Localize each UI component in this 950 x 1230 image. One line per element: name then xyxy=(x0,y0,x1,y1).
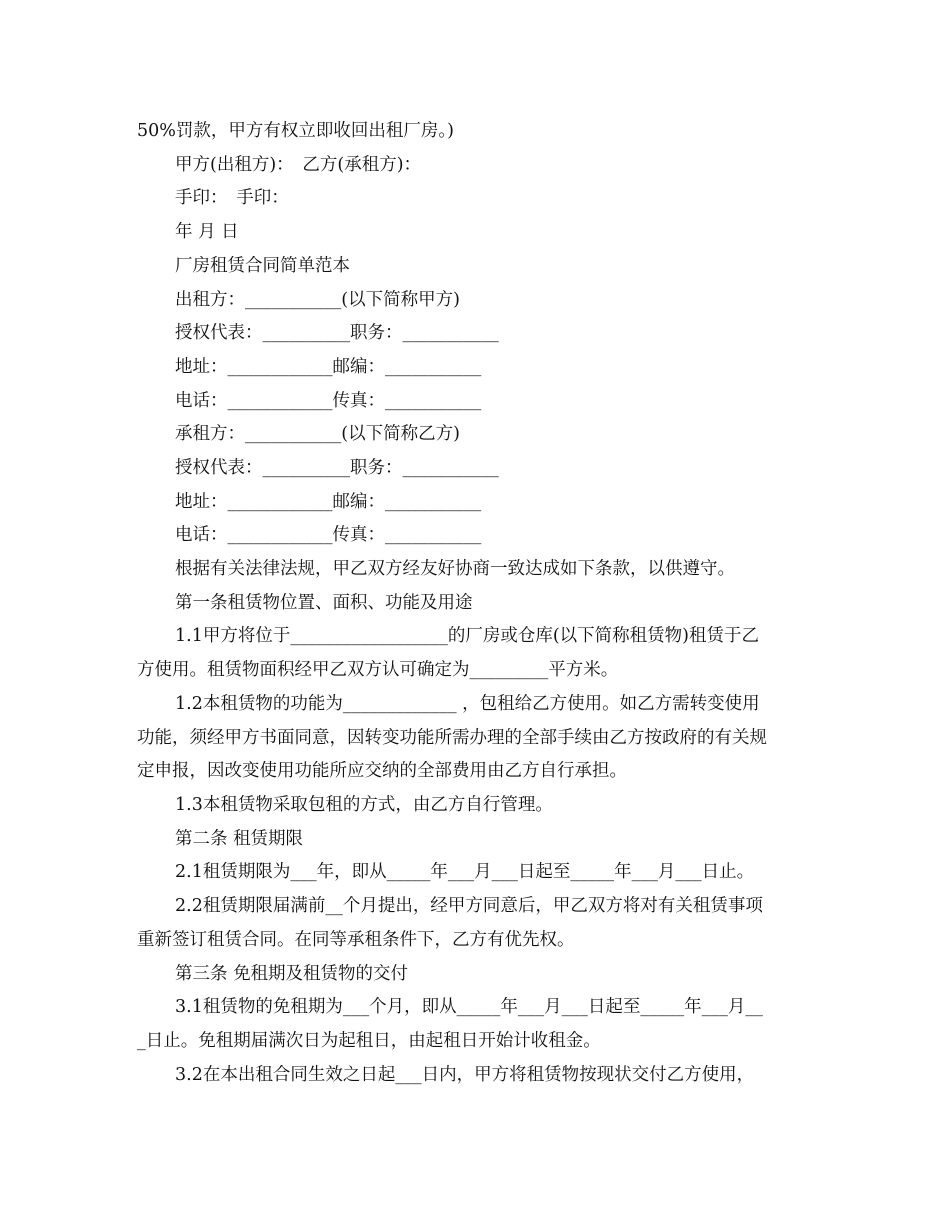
text-line: 3.1租赁物的免租期为___个月，即从_____年___月___日起至_____年___月__ xyxy=(175,997,763,1017)
text-line: 授权代表：__________职务：___________ xyxy=(175,458,499,478)
text-line: 方使用。租赁物面积经甲乙双方认可确定为_________平方米。 xyxy=(137,660,619,680)
text-line: 重新签订租赁合同。在同等承租条件下，乙方有优先权。 xyxy=(137,930,575,950)
section-heading: 第二条 租赁期限 xyxy=(175,829,304,849)
text-line: _日止。免租期届满次日为起租日，由起租日开始计收租金。 xyxy=(137,1031,601,1051)
text-line: 承租方：___________(以下简称乙方) xyxy=(175,424,460,444)
section-heading: 第三条 免租期及租赁物的交付 xyxy=(175,964,409,984)
text-line: 1.2本租赁物的功能为_____________ ，包租给乙方使用。如乙方需转变使用 xyxy=(175,694,760,714)
text-line: 2.2租赁期限届满前__个月提出，经甲方同意后，甲乙双方将对有关租赁事项 xyxy=(175,896,763,916)
text-line: 根据有关法律法规，甲乙双方经友好协商一致达成如下条款，以供遵守。 xyxy=(175,559,735,579)
text-line: 授权代表：__________职务：___________ xyxy=(175,323,499,343)
text-line: 2.1租赁期限为___年，即从_____年___月___日起至_____年___月___日止。 xyxy=(175,862,755,882)
text-line: 地址：____________邮编：___________ xyxy=(175,357,482,377)
section-heading: 第一条租赁物位置、面积、功能及用途 xyxy=(175,593,473,613)
text-line: 电话：____________传真：___________ xyxy=(175,391,482,411)
text-line: 定申报，因改变使用功能所应交纳的全部费用由乙方自行承担。 xyxy=(137,761,627,781)
text-line: 手印： 手印： xyxy=(175,188,289,208)
text-line: 厂房租赁合同简单范本 xyxy=(175,256,350,276)
text-line: 甲方(出租方)： 乙方(承租方)： xyxy=(175,155,422,175)
text-line: 地址：____________邮编：___________ xyxy=(175,492,482,512)
text-line: 1.3本租赁物采取包租的方式，由乙方自行管理。 xyxy=(175,795,553,815)
text-line: 1.1甲方将位于__________________的厂房或仓库(以下简称租赁物)租赁于乙 xyxy=(175,626,759,646)
text-line: 电话：____________传真：___________ xyxy=(175,525,482,545)
text-line: 3.2在本出租合同生效之日起___日内，甲方将租赁物按现状交付乙方使用， xyxy=(175,1065,755,1085)
text-line: 出租方：___________(以下简称甲方) xyxy=(175,290,460,310)
text-line: 50%罚款，甲方有权立即收回出租厂房。) xyxy=(137,121,454,141)
text-line: 年 月 日 xyxy=(175,222,239,242)
text-line: 功能，须经甲方书面同意，因转变功能所需办理的全部手续由乙方按政府的有关规 xyxy=(137,728,767,748)
